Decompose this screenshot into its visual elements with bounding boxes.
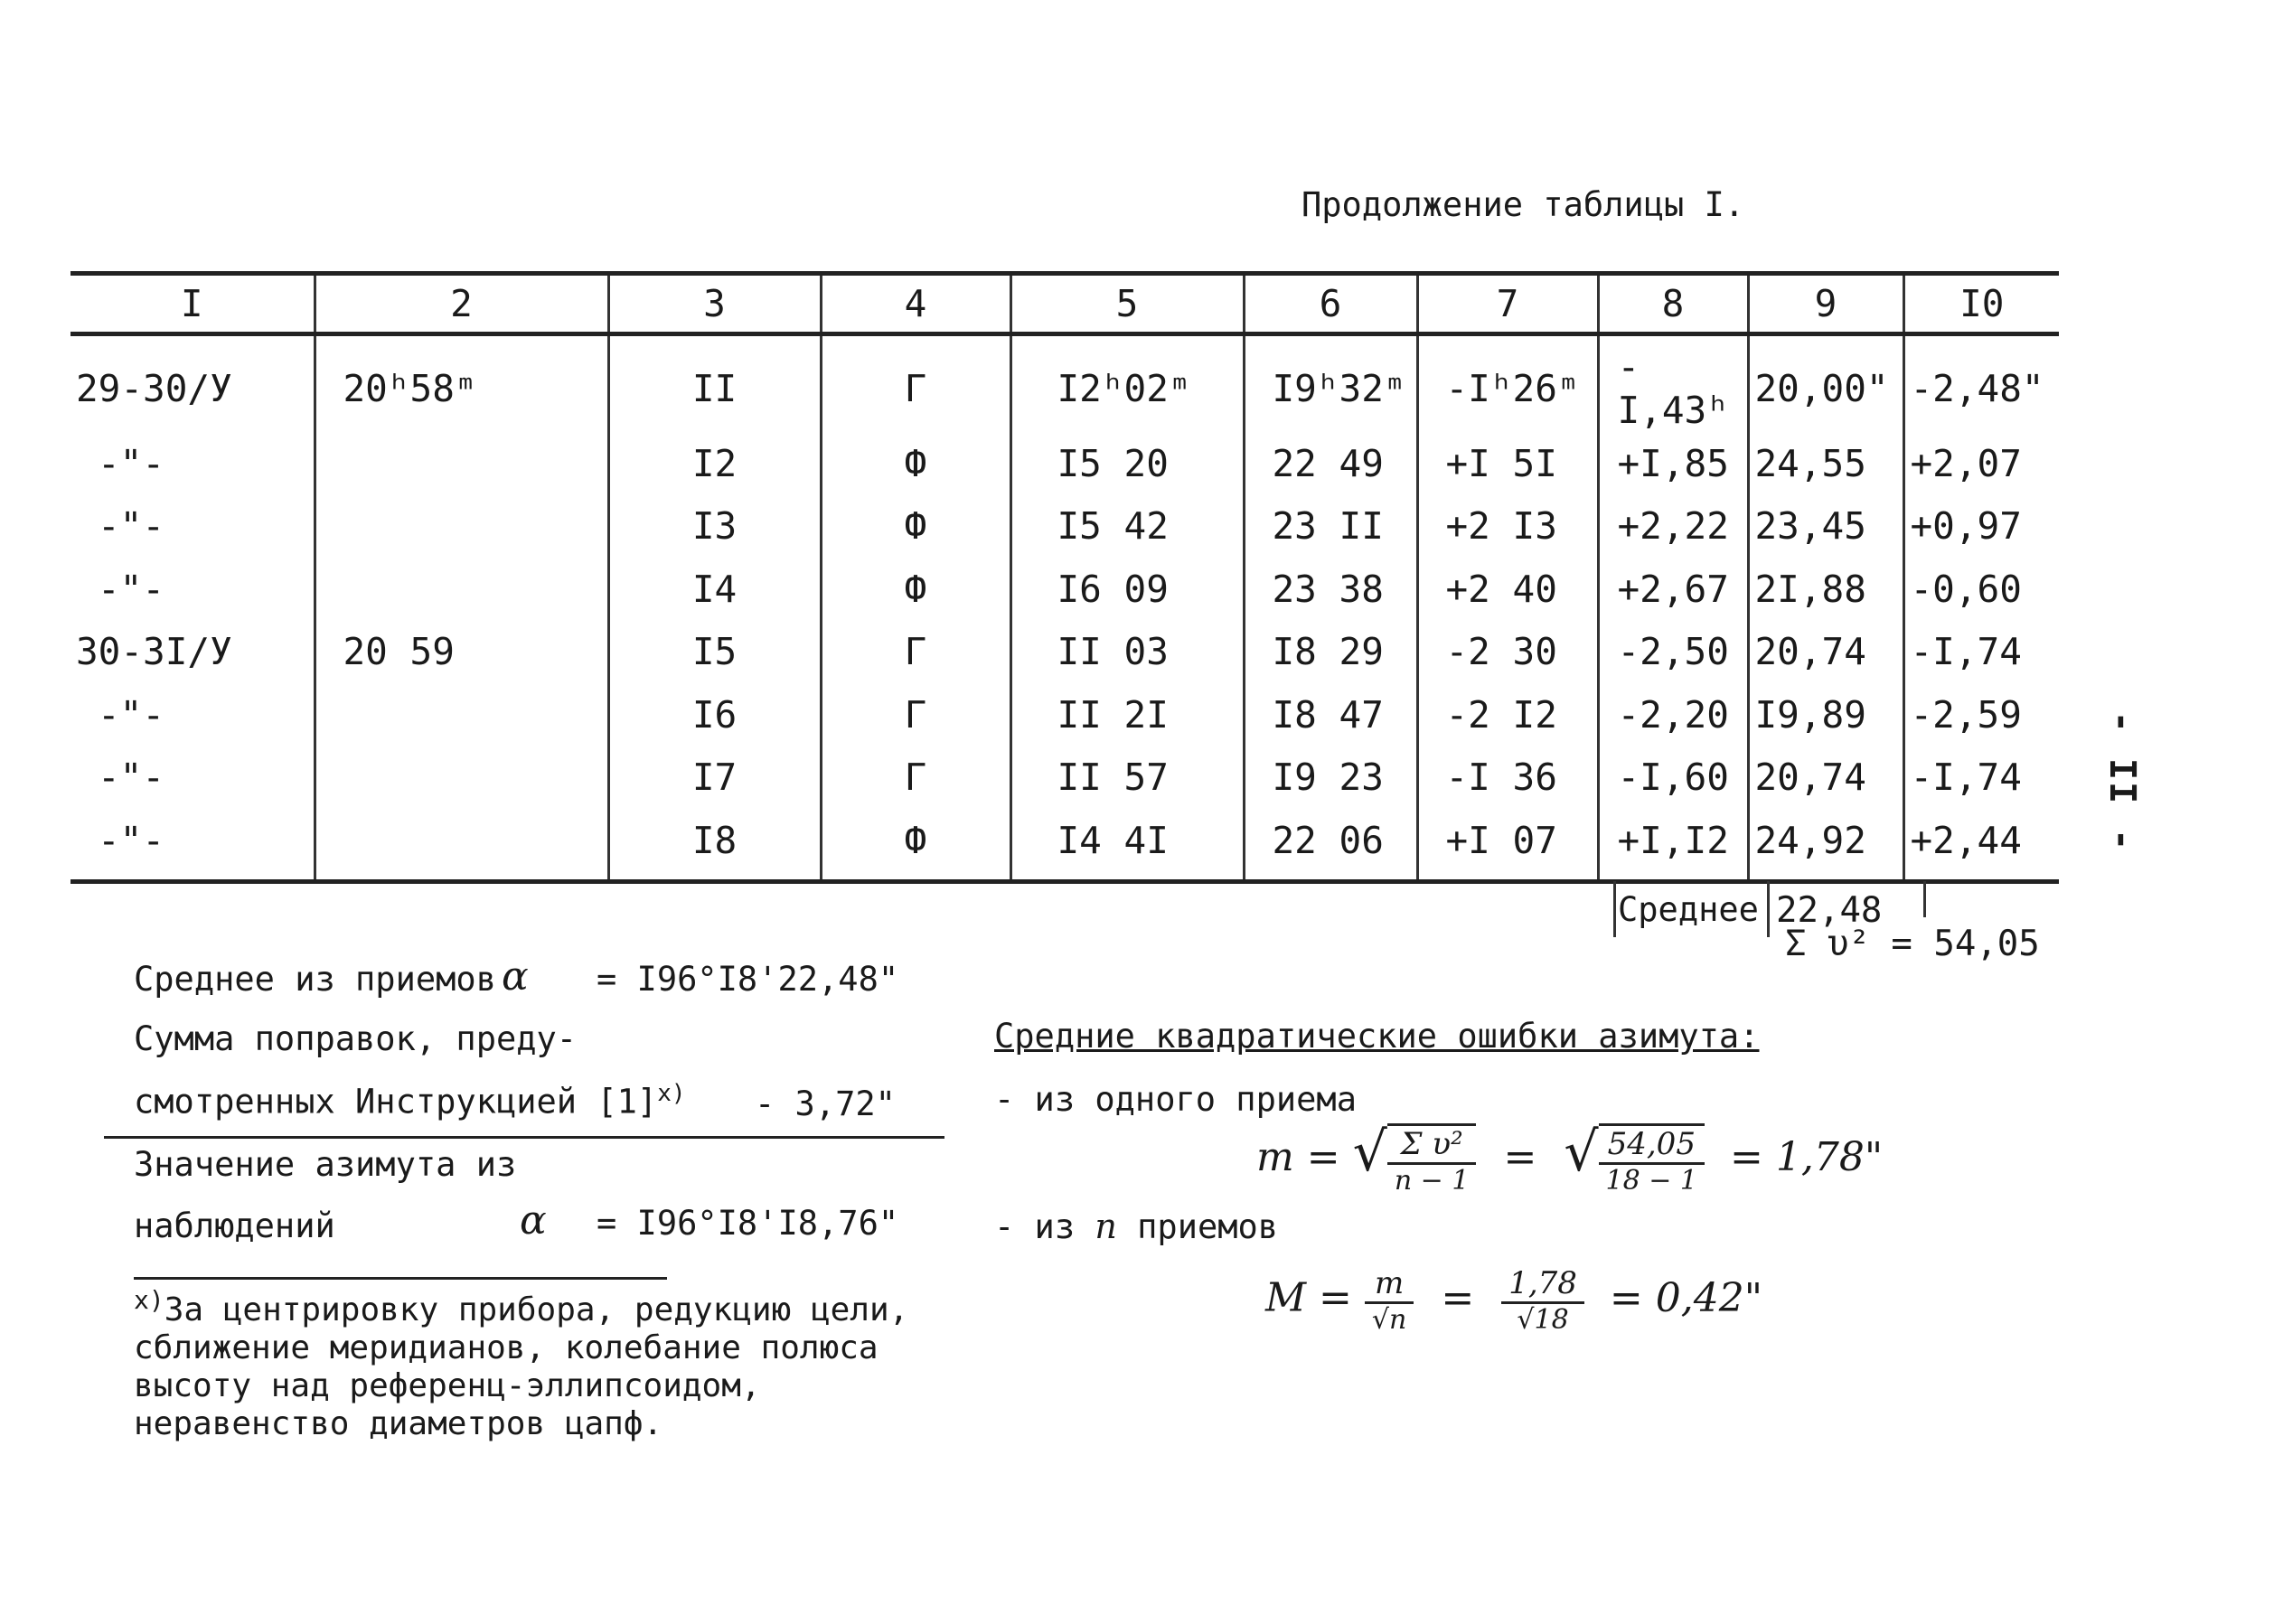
table-cell: +0,97 <box>1910 504 2022 549</box>
m-formula <box>1256 1121 1883 1197</box>
mean-value: = I96°I8'22,48" <box>597 960 899 999</box>
table-cell: Ф <box>821 432 1010 495</box>
column-header: 2 <box>315 274 608 334</box>
table-cell: -"- <box>70 683 315 746</box>
table-cell: Г <box>821 621 1010 684</box>
table-cell: 22 49 <box>1244 432 1417 495</box>
table-cell: 23 38 <box>1244 558 1417 621</box>
table-cell: -I,74 <box>1910 756 2022 800</box>
column-header: 5 <box>1010 274 1244 334</box>
corrections-label-line1: Сумма поправок, преду- <box>134 1019 578 1058</box>
M-denominator-value: √18 <box>1517 1304 1569 1336</box>
table-cell: II 2I <box>1010 683 1244 746</box>
sum-rule <box>104 1136 944 1139</box>
table-cell: I8 29 <box>1244 621 1417 684</box>
M-formula <box>1265 1265 1762 1336</box>
table-cell: -2,20 <box>1598 683 1748 746</box>
column-header: 7 <box>1417 274 1598 334</box>
table-cell: I3 <box>608 495 821 559</box>
table-cell: I9,89 <box>1748 683 1903 746</box>
table-cell: +2,67 <box>1598 558 1748 621</box>
table-cell: +2,07 <box>1910 441 2022 485</box>
m-result: = 1,78" <box>1730 1134 1884 1180</box>
table-cell: -"- <box>70 809 315 881</box>
table-cell: +I 5I <box>1417 432 1598 495</box>
M-numerator: m <box>1365 1265 1414 1304</box>
table-cell: I4 <box>608 558 821 621</box>
m-denominator: n − 1 <box>1394 1165 1470 1197</box>
table-cell: -I 36 <box>1417 746 1598 810</box>
table-caption: Продолжение таблицы I. <box>1301 185 1745 224</box>
table-cell <box>315 558 608 621</box>
table-cell: -I,43ʰ <box>1598 334 1748 433</box>
table-cell: I5 <box>608 621 821 684</box>
M-numerator-value: 1,78 <box>1501 1265 1584 1304</box>
table-cell: -I,60 <box>1598 746 1748 810</box>
m-numerator-value: 54,05 <box>1599 1126 1705 1165</box>
m-denominator-value: 18 − 1 <box>1605 1165 1698 1197</box>
n-label-prefix: - из <box>994 1207 1076 1246</box>
equals-sign: = <box>1441 1274 1475 1321</box>
page-number <box>2095 705 2149 859</box>
n-symbol: n <box>1095 1206 1117 1246</box>
M-fraction-values <box>1501 1265 1584 1336</box>
footnote-rule <box>134 1277 667 1280</box>
table-cell: 30-3I/У <box>70 621 315 684</box>
page-number-text: - II - <box>2101 710 2143 853</box>
table-cell: I6 09 <box>1010 558 1244 621</box>
table-cell <box>315 746 608 810</box>
table-cell: 20ʰ58ᵐ <box>315 334 608 433</box>
table-cell <box>315 432 608 495</box>
column-header: I <box>70 274 315 334</box>
M-fraction <box>1365 1265 1414 1336</box>
table-cell: -I,74 <box>1910 630 2022 674</box>
column-header: 8 <box>1598 274 1748 334</box>
M-lhs: M = <box>1265 1274 1352 1321</box>
n-label-suffix: приемов <box>1137 1207 1279 1246</box>
sqrt-icon: √ <box>1564 1121 1599 1184</box>
table-cell: -"- <box>70 432 315 495</box>
table-cell: 24,92 <box>1748 809 1903 881</box>
table-cell: Ф <box>821 809 1010 881</box>
observations-table <box>70 271 2059 884</box>
table-cell: I9 23 <box>1244 746 1417 810</box>
azimuth-value: = I96°I8'I8,76" <box>597 1204 899 1243</box>
table-cell: I8 47 <box>1244 683 1417 746</box>
m-numerator: Σ υ² <box>1387 1126 1477 1165</box>
alpha-symbol: α <box>502 953 529 1000</box>
n-receptions-label <box>994 1206 1278 1246</box>
summary-divider <box>1613 881 1616 937</box>
table-cell: +2,44 <box>1903 809 2059 881</box>
table-cell: -Iʰ26ᵐ <box>1417 334 1598 433</box>
table-cell <box>315 809 608 881</box>
azimuth-label-line1: Значение азимута из <box>134 1145 517 1184</box>
table-row <box>70 621 2059 684</box>
table-cell: +2 I3 <box>1417 495 1598 559</box>
table-cell: I5 20 <box>1010 432 1244 495</box>
footnote-mark: x) <box>134 1285 164 1315</box>
table-cell: 23 II <box>1244 495 1417 559</box>
corrections-label-text: смотренных Инструкцией [1] <box>134 1082 658 1122</box>
column-header: 6 <box>1244 274 1417 334</box>
table-cell: I4 4I <box>1010 809 1244 881</box>
table-cell: 2I,88 <box>1748 558 1903 621</box>
table-row <box>70 746 2059 810</box>
table-cell: I2 <box>608 432 821 495</box>
table-row <box>70 432 2059 495</box>
table-row <box>70 809 2059 881</box>
footnote <box>134 1281 947 1443</box>
table-cell: -2,48" <box>1910 367 2044 410</box>
table-cell: II 57 <box>1010 746 1244 810</box>
table-cell: 22 06 <box>1244 809 1417 881</box>
table-cell: -"- <box>70 495 315 559</box>
table-cell: Г <box>821 334 1010 433</box>
single-reception-label: - из одного приема <box>994 1080 1357 1119</box>
mean-label: Среднее из приемов <box>134 960 496 999</box>
table-cell: +2 40 <box>1417 558 1598 621</box>
table-cell: Г <box>821 683 1010 746</box>
table-cell: +I 07 <box>1417 809 1598 881</box>
table-cell <box>315 683 608 746</box>
table-row <box>70 334 2059 433</box>
corrections-value: - 3,72" <box>755 1084 896 1123</box>
table-cell: Ф <box>821 558 1010 621</box>
table-cell: I5 42 <box>1010 495 1244 559</box>
summary-mean-value: 22,48 <box>1776 890 1883 931</box>
summary-divider <box>1923 881 1926 917</box>
table-cell: II <box>608 334 821 433</box>
column-header: 9 <box>1748 274 1903 334</box>
footnote-text: За центрировку прибора, редукцию цели, сближение меридианов, колебание полюса высоту над референц-эллипсоидом, неравенство диаметров цапф. <box>134 1291 909 1442</box>
table-row <box>70 558 2059 621</box>
m-fraction-values <box>1599 1123 1705 1197</box>
table-cell: -2,59 <box>1910 692 2022 737</box>
corrections-footnote-mark: x) <box>657 1080 686 1107</box>
alpha-symbol: α <box>520 1197 547 1244</box>
table-cell: I2ʰ02ᵐ <box>1010 334 1244 433</box>
table-cell: -2 I2 <box>1417 683 1598 746</box>
table-cell: 20 59 <box>315 621 608 684</box>
m-lhs: m = <box>1256 1134 1340 1180</box>
table-cell <box>315 495 608 559</box>
sqrt-icon: √ <box>1352 1121 1387 1184</box>
table-cell: 20,00" <box>1748 334 1903 433</box>
table-cell: 23,45 <box>1748 495 1903 559</box>
equals-sign: = <box>1503 1134 1537 1180</box>
table-cell: 29-30/У <box>70 334 315 433</box>
table-cell: I6 <box>608 683 821 746</box>
table-cell: -2,50 <box>1598 621 1748 684</box>
table-cell: II 03 <box>1010 621 1244 684</box>
table-cell: -"- <box>70 558 315 621</box>
column-header: 4 <box>821 274 1010 334</box>
table-cell: +I,85 <box>1598 432 1748 495</box>
azimuth-label-line2: наблюдений <box>134 1206 335 1245</box>
errors-heading: Средние квадратические ошибки азимута: <box>994 1017 1760 1056</box>
table-cell: -0,60 <box>1910 567 2022 611</box>
table-cell: I7 <box>608 746 821 810</box>
column-header: I0 <box>1903 274 2059 334</box>
summary-divider <box>1767 881 1770 937</box>
table-cell: 24,55 <box>1748 432 1903 495</box>
column-header: 3 <box>608 274 821 334</box>
corrections-label-line2 <box>134 1080 686 1121</box>
table-cell: I9ʰ32ᵐ <box>1244 334 1417 433</box>
M-denominator: √n <box>1371 1304 1407 1336</box>
table-cell: +I,I2 <box>1598 809 1748 881</box>
m-fraction <box>1387 1123 1477 1197</box>
table-cell: +2,22 <box>1598 495 1748 559</box>
table-row <box>70 683 2059 746</box>
table-cell: -2 30 <box>1417 621 1598 684</box>
summary-label: Среднее <box>1618 890 1759 929</box>
table-header-row <box>70 274 2059 334</box>
table-row <box>70 495 2059 559</box>
table-cell: 20,74 <box>1748 621 1903 684</box>
summary-sum-squares: Σ υ² = 54,05 <box>1785 924 2040 964</box>
table-cell: 20,74 <box>1748 746 1903 810</box>
table-cell: I8 <box>608 809 821 881</box>
table-cell: Г <box>821 746 1010 810</box>
table-cell: Ф <box>821 495 1010 559</box>
table-cell: -"- <box>70 746 315 810</box>
M-result: = 0,42" <box>1609 1274 1762 1321</box>
